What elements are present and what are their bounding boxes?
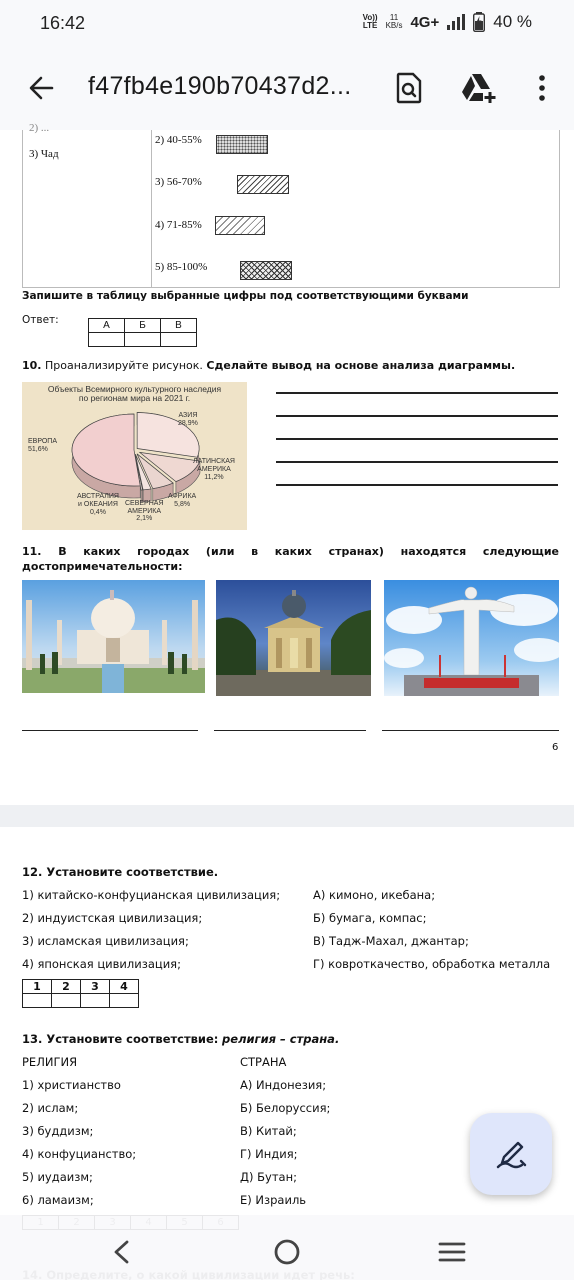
legend-item-2: 2) 40-55% — [155, 134, 202, 146]
label-asia-name: АЗИЯ — [178, 412, 198, 419]
system-nav-bar — [0, 1215, 574, 1280]
speed-value: 11 — [389, 13, 399, 22]
sorbonne-illustration — [216, 580, 371, 696]
speed-unit: KB/s — [385, 21, 403, 30]
q13-title — [22, 1032, 339, 1046]
q12-right-d: Г) ковроткачество, обработка металла — [313, 957, 551, 971]
q13-country-header: СТРАНА — [240, 1055, 287, 1069]
label-au-value: 0,4% — [89, 509, 106, 516]
add-to-drive-button[interactable] — [459, 68, 499, 108]
status-bar — [0, 0, 574, 48]
answer-line-2[interactable] — [276, 415, 558, 417]
q12-answer-table[interactable] — [22, 979, 139, 1008]
network-type: 4G+ — [410, 13, 440, 31]
label-au-line2: и ОКЕАНИЯ — [78, 501, 118, 508]
label-latam-line2: АМЕРИКА — [197, 466, 231, 473]
q11-text: В каких городах (или в каких странах) находятся следующие достопримечательности: — [22, 545, 559, 573]
chart-title-line-2: по регионам мира на 2021 г. — [78, 393, 191, 403]
q13-right-a: А) Индонезия; — [240, 1078, 327, 1092]
label-africa — [168, 493, 196, 509]
label-au-line1: АВСТРАЛИЯ — [77, 493, 119, 500]
doc-search-icon — [394, 72, 424, 104]
q13-title-text: 13. Установите соответствие: — [22, 1032, 219, 1046]
q9-instruction: Запишите в таблицу выбранные цифры под соответствующими буквами — [22, 290, 469, 302]
q12-right-a: А) кимоно, икебана; — [313, 888, 436, 902]
q12-header-4: 4 — [110, 980, 139, 994]
answer-header-c: В — [161, 319, 197, 333]
q9-answer-table[interactable] — [88, 318, 197, 347]
legend-swatch-4 — [215, 216, 265, 235]
nav-recents-button[interactable] — [434, 1234, 470, 1270]
legend-item-5: 5) 85-100% — [155, 261, 208, 273]
label-north-america — [125, 500, 164, 523]
taj-mahal-illustration — [22, 580, 205, 693]
q12-left-2: 2) индуистская цивилизация; — [22, 911, 203, 925]
q12-left-3: 3) исламская цивилизация; — [22, 934, 189, 948]
photo-sorbonne — [216, 580, 371, 696]
answer-label: Ответ: — [22, 314, 59, 326]
label-europe-value: 51,6% — [28, 446, 48, 453]
answer-header-b: Б — [125, 319, 161, 333]
q13-left-5: 5) иудаизм; — [22, 1170, 93, 1184]
photo-answer-line-2[interactable] — [214, 730, 366, 731]
arrow-left-icon — [24, 70, 60, 106]
legend-item-3: 3) 56-70% — [155, 176, 202, 188]
battery-percent: 40 % — [493, 12, 532, 31]
answer-line-3[interactable] — [276, 438, 558, 440]
q12-left-4: 4) японская цивилизация; — [22, 957, 181, 971]
q12-header-2: 2 — [52, 980, 81, 994]
q12-title: 12. Установите соответствие. — [22, 865, 219, 879]
legend-swatch-5 — [240, 261, 292, 280]
q11-number: 11. — [22, 545, 42, 558]
q12-cell-1[interactable] — [23, 994, 52, 1008]
nav-back-icon — [104, 1234, 140, 1270]
label-asia — [178, 412, 198, 428]
page-gap — [0, 805, 574, 827]
table-divider — [151, 130, 152, 288]
nav-home-button[interactable] — [269, 1234, 305, 1270]
q13-right-e: Д) Бутан; — [240, 1170, 297, 1184]
document-page-6 — [0, 122, 574, 805]
signal-icon — [447, 14, 465, 30]
more-vert-icon — [538, 74, 546, 102]
legend-swatch-2 — [216, 135, 268, 154]
label-na-value: 2,1% — [136, 515, 153, 522]
country-option-3: 3) Чад — [29, 148, 59, 160]
q13-left-1: 1) христианство — [22, 1078, 121, 1092]
volte-icon — [363, 14, 378, 30]
more-options-button[interactable] — [522, 68, 562, 108]
nav-menu-icon — [434, 1234, 470, 1270]
label-na-line2: АМЕРИКА — [127, 507, 162, 515]
chart-title-line-1: Объекты Всемирного культурного наследия — [47, 384, 222, 394]
christ-statue-illustration — [384, 580, 559, 696]
q12-cell-2[interactable] — [52, 994, 81, 1008]
pie-chart — [22, 382, 247, 530]
q13-left-4: 4) конфуцианство; — [22, 1147, 137, 1161]
photo-christ-statue — [384, 580, 559, 696]
legend-swatch-3 — [237, 175, 289, 194]
q12-cell-3[interactable] — [81, 994, 110, 1008]
label-na-line1: СЕВЕРНАЯ — [125, 500, 164, 507]
q12-right-c: В) Тадж-Махал, джантар; — [313, 934, 469, 948]
label-europe-name: ЕВРОПА — [28, 438, 57, 445]
q10-bold-text: Сделайте вывод на основе анализа диаграммы. — [206, 359, 516, 372]
answer-cell-c[interactable] — [161, 333, 197, 347]
q10-heading — [22, 359, 515, 372]
q13-right-b: Б) Белоруссия; — [240, 1101, 331, 1115]
q11-heading — [22, 544, 559, 574]
pen-edit-icon — [494, 1137, 528, 1171]
back-button[interactable] — [24, 70, 60, 106]
status-time: 16:42 — [40, 13, 86, 33]
q10-number: 10. — [22, 359, 42, 372]
photo-taj-mahal — [22, 580, 205, 693]
q12-cell-4[interactable] — [110, 994, 139, 1008]
speed-indicator — [386, 14, 403, 30]
q12-header-1: 1 — [23, 980, 52, 994]
label-australia — [77, 493, 119, 517]
q13-right-d: Г) Индия; — [240, 1147, 298, 1161]
q12-header-3: 3 — [81, 980, 110, 994]
cut-option-text: 2) ... — [29, 122, 50, 134]
q13-right-f: Е) Израиль — [240, 1193, 307, 1207]
photo-answer-line-1[interactable] — [22, 730, 198, 731]
q10-text: Проанализируйте рисунок. — [45, 359, 203, 372]
document-page-7 — [0, 827, 574, 1280]
q13-left-3: 3) буддизм; — [22, 1124, 94, 1138]
answer-line-1[interactable] — [276, 392, 558, 394]
search-in-doc-button[interactable] — [389, 68, 429, 108]
answer-cell-a[interactable] — [89, 333, 125, 347]
document-title: f47fb4e190b70437d2... — [88, 72, 352, 100]
label-europe — [28, 438, 57, 454]
app-bar — [0, 48, 574, 130]
status-icons — [363, 12, 532, 32]
volte-bottom: LTE — [362, 21, 378, 30]
label-latam — [193, 458, 235, 482]
q13-religion-header: РЕЛИГИЯ — [22, 1055, 78, 1069]
q13-right-c: В) Китай; — [240, 1124, 297, 1138]
q12-right-b: Б) бумага, компас; — [313, 911, 427, 925]
label-latam-value: 11,2% — [204, 474, 224, 481]
label-latam-line1: ЛАТИНСКАЯ — [193, 458, 235, 465]
photo-answer-line-3[interactable] — [382, 730, 559, 731]
battery-icon — [473, 12, 485, 32]
answer-header-a: А — [89, 319, 125, 333]
drive-add-icon — [461, 72, 497, 104]
q13-left-6: 6) ламаизм; — [22, 1193, 94, 1207]
answer-line-5[interactable] — [276, 484, 558, 486]
answer-cell-b[interactable] — [125, 333, 161, 347]
q13-left-2: 2) ислам; — [22, 1101, 79, 1115]
page-number: 6 — [552, 742, 559, 753]
label-asia-value: 28,9% — [178, 420, 198, 427]
q13-title-italic: религия – страна. — [222, 1032, 340, 1046]
q9-table — [22, 122, 560, 288]
label-africa-name: АФРИКА — [168, 493, 197, 500]
q12-left-1: 1) китайско-конфуцианская цивилизация; — [22, 888, 281, 902]
nav-back-button[interactable] — [104, 1234, 140, 1270]
legend-item-4: 4) 71-85% — [155, 219, 202, 231]
volte-top: Vo)) — [362, 13, 378, 22]
answer-line-4[interactable] — [276, 461, 558, 463]
edit-fab[interactable] — [470, 1113, 552, 1195]
label-africa-value: 5,8% — [174, 501, 191, 508]
nav-home-icon — [269, 1234, 305, 1270]
